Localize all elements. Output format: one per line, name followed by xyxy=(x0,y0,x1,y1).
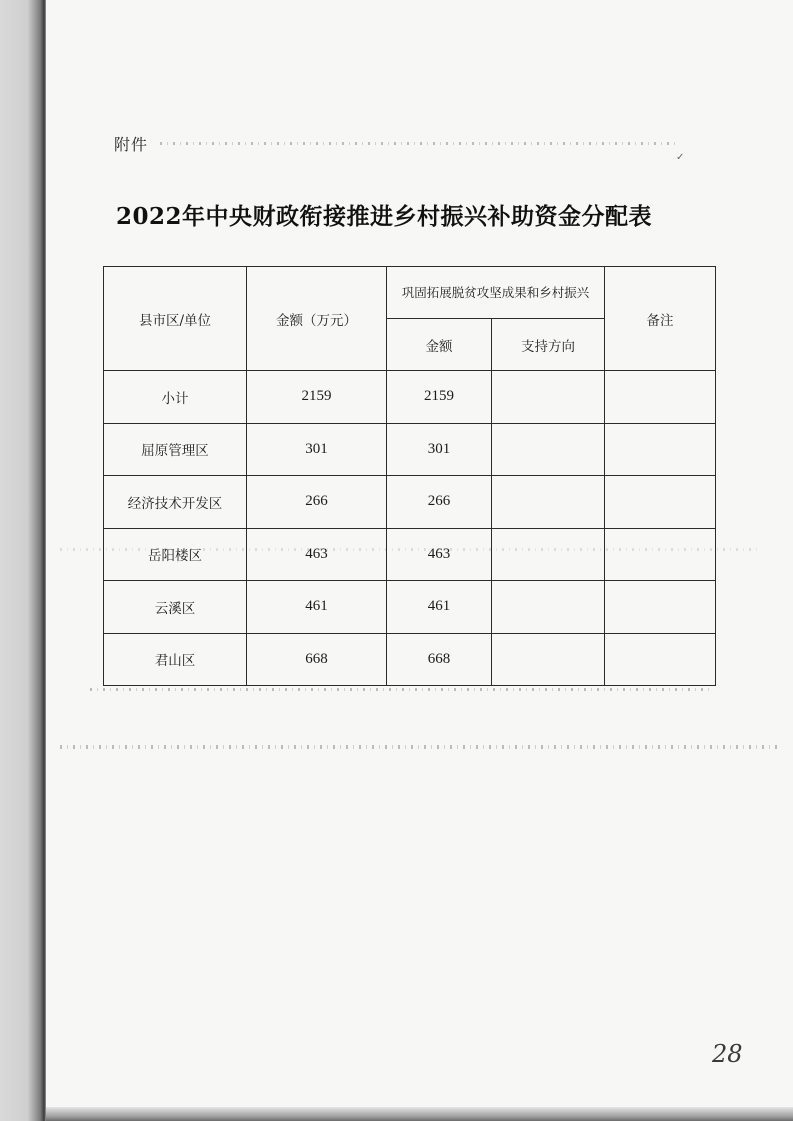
cell-group-amount: 301 xyxy=(387,423,492,476)
attachment-label: 附件 xyxy=(114,135,149,154)
cell-direction xyxy=(492,371,605,424)
scan-noise-line xyxy=(160,142,680,145)
cell-amount: 2159 xyxy=(247,371,387,424)
cell-amount: 668 xyxy=(247,633,387,686)
scan-noise-line xyxy=(90,688,710,691)
header-group-direction: 支持方向 xyxy=(492,319,605,371)
header-group: 巩固拓展脱贫攻坚成果和乡村振兴 xyxy=(387,267,605,319)
table-row xyxy=(104,423,716,476)
cell-unit: 屈原管理区 xyxy=(104,423,247,476)
cell-group-amount: 266 xyxy=(387,476,492,529)
allocation-table xyxy=(103,266,716,686)
cell-group-amount: 461 xyxy=(387,581,492,634)
header-amount: 金额（万元） xyxy=(247,267,387,371)
cell-remarks xyxy=(605,371,716,424)
scan-bottom-edge xyxy=(46,1107,793,1121)
cell-direction xyxy=(492,423,605,476)
cell-unit: 岳阳楼区 xyxy=(104,528,247,581)
cell-remarks xyxy=(605,476,716,529)
scan-spine-shadow xyxy=(0,0,46,1121)
cell-remarks xyxy=(605,633,716,686)
cell-unit: 君山区 xyxy=(104,633,247,686)
table-row xyxy=(104,633,716,686)
cell-amount: 461 xyxy=(247,581,387,634)
page-title: 2022年中央财政衔接推进乡村振兴补助资金分配表 xyxy=(116,203,653,230)
table-row xyxy=(104,581,716,634)
cell-unit: 经济技术开发区 xyxy=(104,476,247,529)
cell-remarks xyxy=(605,581,716,634)
cell-direction xyxy=(492,476,605,529)
header-remarks: 备注 xyxy=(605,267,716,371)
header-group-amount: 金额 xyxy=(387,319,492,371)
cell-group-amount: 463 xyxy=(387,528,492,581)
page-number: 28 xyxy=(712,1040,743,1068)
table-row xyxy=(104,528,716,581)
table-row xyxy=(104,476,716,529)
cell-remarks xyxy=(605,528,716,581)
cell-remarks xyxy=(605,423,716,476)
scan-noise-line xyxy=(60,745,780,749)
cell-amount: 301 xyxy=(247,423,387,476)
table-row xyxy=(104,371,716,424)
header-unit: 县市区/单位 xyxy=(104,267,247,371)
scan-mark: ✓ xyxy=(676,152,685,163)
cell-direction xyxy=(492,633,605,686)
cell-amount: 463 xyxy=(247,528,387,581)
cell-group-amount: 2159 xyxy=(387,371,492,424)
cell-unit: 云溪区 xyxy=(104,581,247,634)
cell-group-amount: 668 xyxy=(387,633,492,686)
cell-direction xyxy=(492,581,605,634)
cell-amount: 266 xyxy=(247,476,387,529)
cell-unit: 小计 xyxy=(104,371,247,424)
cell-direction xyxy=(492,528,605,581)
